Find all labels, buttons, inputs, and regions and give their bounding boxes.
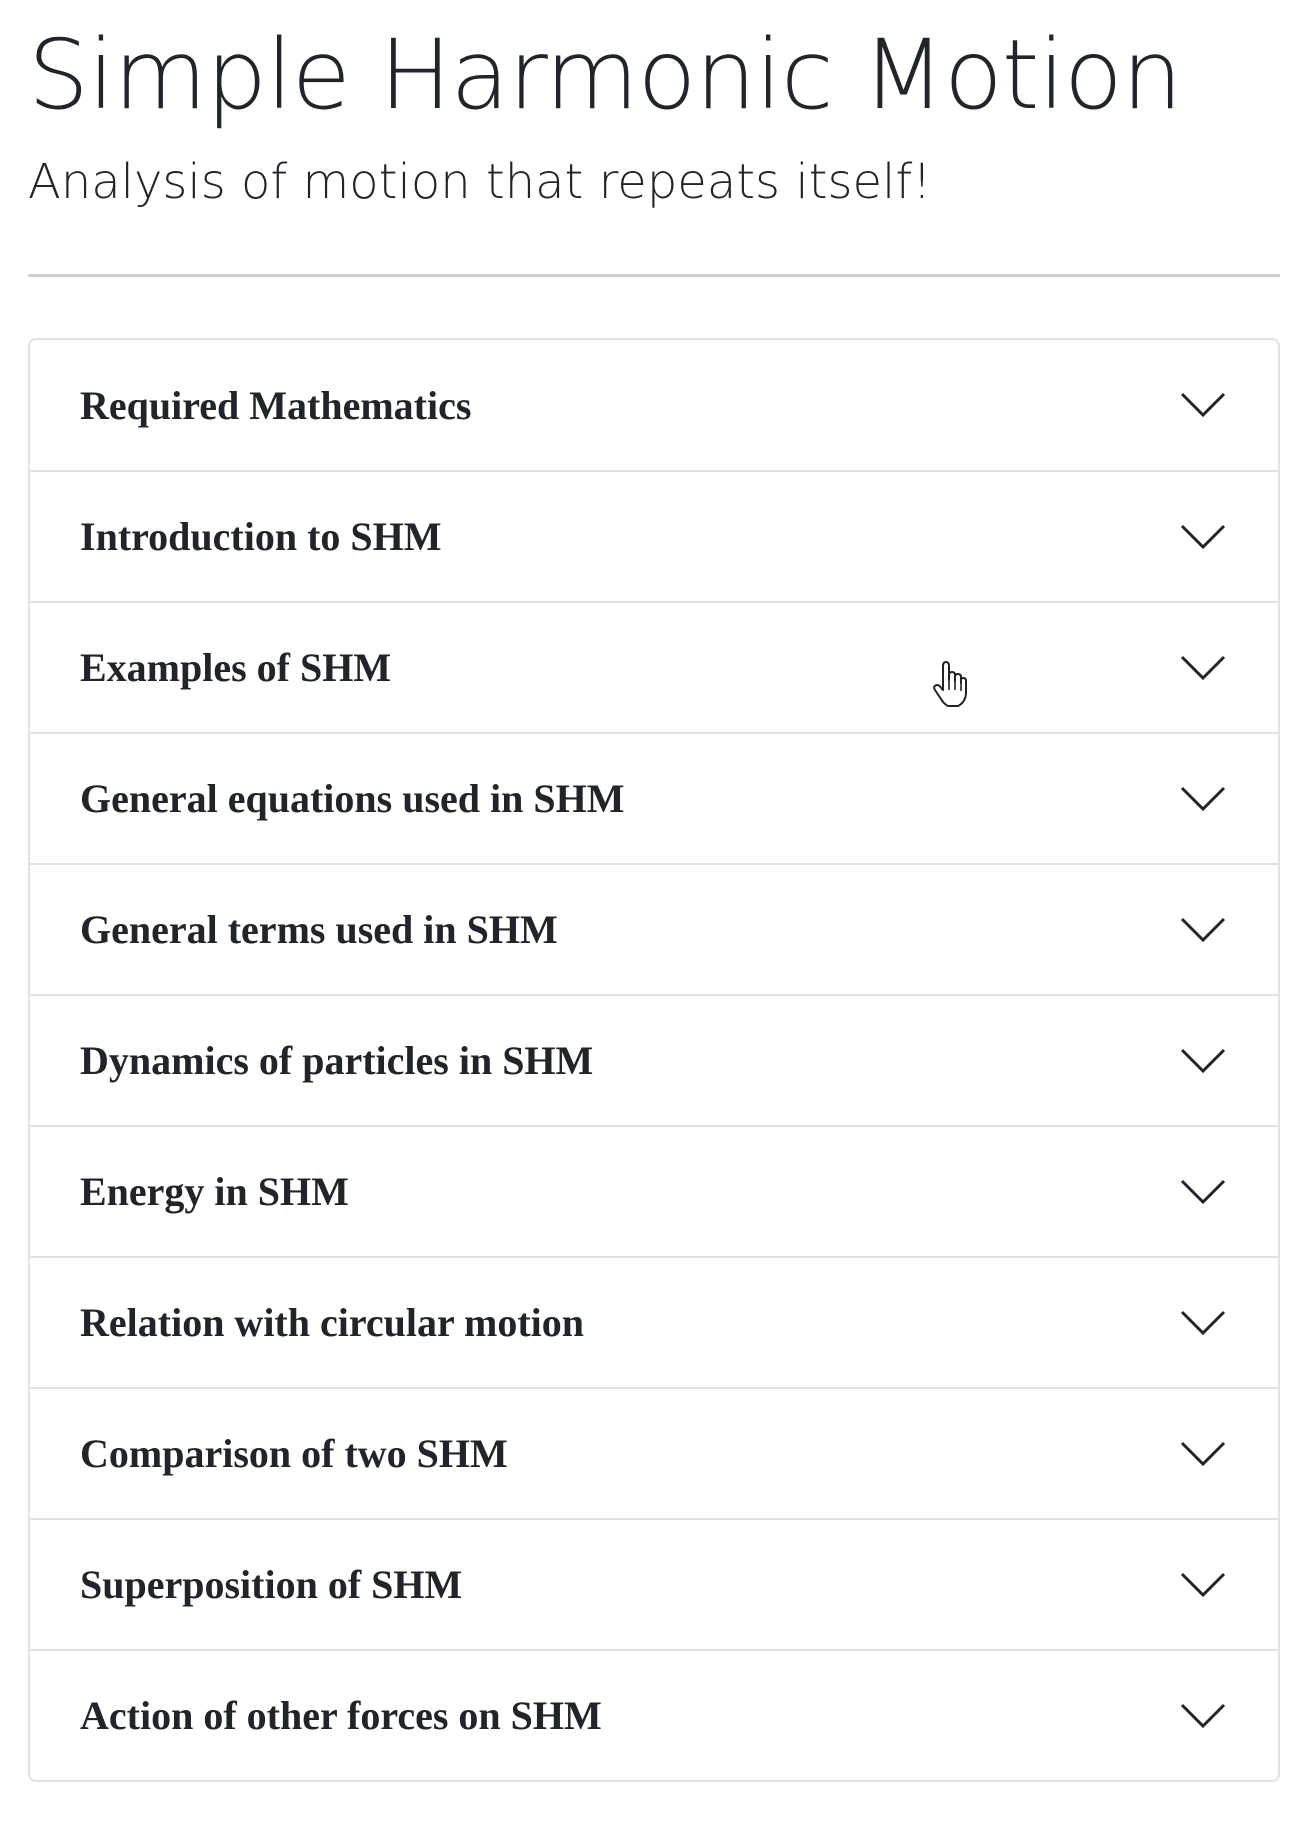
chevron-down-icon xyxy=(1180,1309,1226,1337)
accordion-item-introduction-to-shm[interactable] xyxy=(30,470,1278,601)
accordion-item-general-equations[interactable] xyxy=(30,732,1278,863)
accordion-item-label: Introduction to SHM xyxy=(80,514,442,559)
accordion-item-circular-motion[interactable] xyxy=(30,1256,1278,1387)
accordion-item-label: Relation with circular motion xyxy=(80,1300,585,1345)
chevron-down-icon xyxy=(1180,1440,1226,1468)
accordion-item-label: Superposition of SHM xyxy=(80,1562,463,1607)
accordion-item-action-of-other-forces[interactable] xyxy=(30,1649,1278,1780)
chevron-down-icon xyxy=(1180,785,1226,813)
page-title: Simple Harmonic Motion xyxy=(28,19,1182,131)
accordion-item-label: Action of other forces on SHM xyxy=(80,1693,602,1738)
accordion-item-label: Dynamics of particles in SHM xyxy=(80,1038,594,1083)
chevron-down-icon xyxy=(1180,916,1226,944)
chevron-down-icon xyxy=(1180,523,1226,551)
accordion-item-label: Comparison of two SHM xyxy=(80,1431,508,1476)
accordion-item-label: Energy in SHM xyxy=(80,1169,349,1214)
chevron-down-icon xyxy=(1180,1571,1226,1599)
accordion-item-comparison-of-two-shm[interactable] xyxy=(30,1387,1278,1518)
accordion-item-label: Examples of SHM xyxy=(80,645,392,690)
accordion-item-label: General equations used in SHM xyxy=(80,776,625,821)
accordion-item-label: General terms used in SHM xyxy=(80,907,558,952)
chevron-down-icon xyxy=(1180,391,1226,419)
chevron-down-icon xyxy=(1180,1047,1226,1075)
topics-accordion xyxy=(28,338,1280,1782)
accordion-item-superposition-of-shm[interactable] xyxy=(30,1518,1278,1649)
chevron-down-icon xyxy=(1180,1178,1226,1206)
accordion-item-required-mathematics[interactable] xyxy=(30,340,1278,470)
header-divider xyxy=(28,274,1280,277)
page-subtitle: Analysis of motion that repeats itself! xyxy=(28,154,932,210)
accordion-item-label: Required Mathematics xyxy=(80,382,472,428)
accordion-item-examples-of-shm[interactable] xyxy=(30,601,1278,732)
accordion-item-general-terms[interactable] xyxy=(30,863,1278,994)
accordion-item-energy-in-shm[interactable] xyxy=(30,1125,1278,1256)
chevron-down-icon xyxy=(1180,654,1226,682)
chevron-down-icon xyxy=(1180,1702,1226,1730)
accordion-item-dynamics-of-particles[interactable] xyxy=(30,994,1278,1125)
